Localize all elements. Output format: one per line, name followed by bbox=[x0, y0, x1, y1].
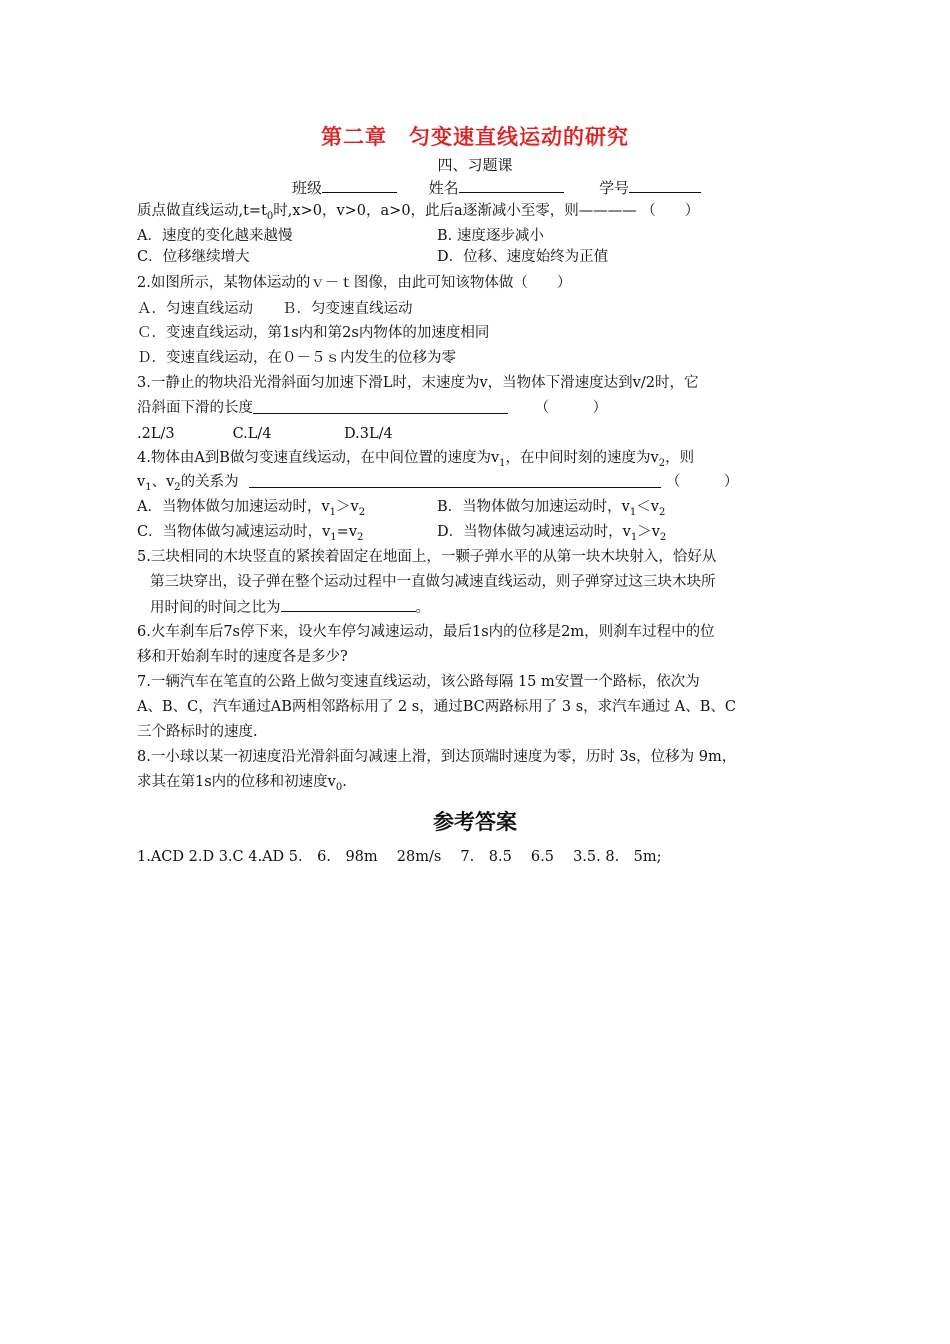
q2-stem: 2.如图所示，某物体运动的ｖ－ｔ图像，由此可知该物体做（ ） bbox=[137, 275, 572, 291]
class-label: 班级 bbox=[292, 179, 323, 197]
answers-title: 参考答案 bbox=[433, 810, 517, 834]
name-blank[interactable] bbox=[459, 178, 564, 193]
q2-option-d: Ｄ．变速直线运动，在０－５ｓ内发生的位移为零 bbox=[137, 350, 456, 366]
q4-option-b: B．当物体做匀加速运动时，$v_1<v_2$ bbox=[437, 499, 666, 518]
id-label: 学号 bbox=[599, 179, 630, 197]
q5-answer-blank[interactable] bbox=[281, 597, 416, 612]
q3-bracket: （ ） bbox=[534, 400, 608, 416]
q1-options-cd bbox=[137, 247, 609, 267]
q4-option-a: A．当物体做匀加速运动时，$v_1>v_2$ bbox=[137, 499, 366, 518]
id-blank[interactable] bbox=[629, 178, 701, 193]
answers-line: 1.ACD 2.D 3.C 4.AD 5. 6. 98m 28m/s 7. 8.5 6.5 3.5. 8. 5m; bbox=[137, 849, 662, 865]
q3-stem-line1: 3.一静止的物块沿光滑斜面匀加速下滑L时，末速度为v，当物体下滑速度达到v/2时，它 bbox=[137, 375, 699, 391]
q4-bracket: （ ） bbox=[665, 474, 739, 490]
name-label: 姓名 bbox=[428, 179, 459, 197]
q4-stem-line1: 4.物体由A到B做匀变速直线运动，在中间位置的速度为$v_1$，在中间时刻的速度为$v_2$，则 bbox=[137, 450, 695, 469]
q7-line1: 7.一辆汽车在笔直的公路上做匀变速直线运动，该公路每隔 15 m安置一个路标，依次为 bbox=[137, 674, 700, 690]
q4-options-ab bbox=[137, 497, 666, 523]
q1-option-b: B. 速度逐步减小 bbox=[437, 228, 544, 244]
q3-options: .2L/3 C.L/4 D.3L/4 bbox=[137, 426, 393, 442]
q1-option-c: C．位移继续增大 bbox=[137, 249, 250, 265]
q8-line1: 8.一小球以某一初速度沿光滑斜面匀减速上滑，到达顶端时速度为零，历时 3s，位移为 9m， bbox=[137, 749, 737, 765]
page-title: 第二章 匀变速直线运动的研究 bbox=[321, 125, 629, 149]
q5-line3: 用时间的时间之比为 。 bbox=[150, 597, 430, 618]
q4-option-d: D．当物体做匀减速运动时，$v_1>v_2$ bbox=[437, 524, 667, 543]
q1-options-ab bbox=[137, 226, 544, 246]
q4-options-cd bbox=[137, 522, 667, 548]
q5-line1: 5.三块相同的木块竖直的紧挨着固定在地面上，一颗子弹水平的从第一块木块射入，恰好从 bbox=[137, 549, 717, 565]
q1-option-a: A．速度的变化越来越慢 bbox=[137, 228, 293, 244]
q4-stem-line2: $v_1$、$v_2$的关系为 （ ） bbox=[137, 474, 739, 493]
q2-options-ab: Ａ．匀速直线运动 Ｂ．匀变速直线运动 bbox=[137, 301, 413, 317]
q3-stem-line2: 沿斜面下滑的长度 （ ） bbox=[137, 400, 608, 416]
q7-line2: A、B、C，汽车通过AB两相邻路标用了 2 s，通过BC两路标用了 3 s，求汽车通过 A、B、C bbox=[137, 699, 736, 715]
q1-stem: 质点做直线运动$,t=t_0$时,x>0，v>0，a>0，此后a逐渐减小至零，则———— （ ） bbox=[137, 203, 700, 222]
q6-line1: 6.火车刹车后7s停下来，设火车停匀减速运动，最后1s内的位移是2m，则刹车过程中的位 bbox=[137, 624, 715, 640]
q6-line2: 移和开始刹车时的速度各是多少? bbox=[137, 649, 348, 665]
student-info-row bbox=[292, 177, 701, 198]
q2-option-c: Ｃ．变速直线运动，第1s内和第2s内物体的加速度相同 bbox=[137, 325, 490, 341]
q5-line2: 第三块穿出，设子弹在整个运动过程中一直做匀减速直线运动，则子弹穿过这三块木块所 bbox=[150, 574, 716, 590]
q1-option-d: D．位移、速度始终为正值 bbox=[437, 249, 609, 265]
q7-line3: 三个路标时的速度. bbox=[137, 724, 258, 740]
page-subtitle: 四、习题课 bbox=[437, 156, 513, 174]
q8-line2: 求其在第1s内的位移和初速度$v_0$. bbox=[137, 774, 347, 793]
q4-option-c: C．当物体做匀减速运动时，$v_1=v_2$ bbox=[137, 524, 364, 543]
class-blank[interactable] bbox=[322, 178, 397, 193]
